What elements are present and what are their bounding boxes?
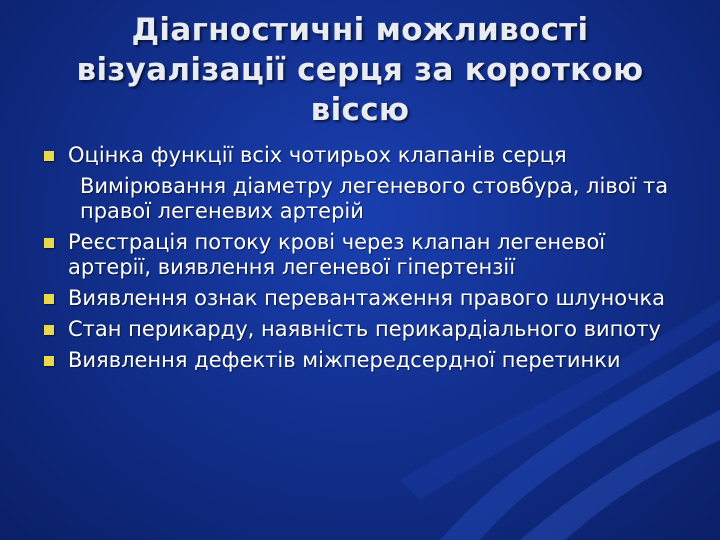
- list-item: [44, 143, 684, 168]
- square-bullet-icon: [44, 325, 54, 335]
- list-item: [44, 286, 684, 311]
- bullet-list: [44, 143, 684, 379]
- slide-title: Діагностичні можливості візуалізації серця за короткою віссю: [76, 12, 644, 128]
- square-bullet-icon: [44, 238, 54, 248]
- list-item-text: Реєстрація потоку крові через клапан легеневої артерії, виявлення легеневої гіпертензії: [68, 230, 606, 279]
- list-item-text: Оцінка функції всіх чотирьох клапанів серця: [68, 143, 567, 167]
- list-item-text: Стан перикарду, наявність перикардіального випоту: [68, 317, 661, 341]
- list-item: [44, 174, 684, 224]
- list-item: [44, 348, 684, 373]
- list-item: [44, 230, 684, 280]
- list-item-text: Вимірювання діаметру легеневого стовбура, лівої та правої легеневих артерій: [80, 174, 669, 223]
- square-bullet-icon: [44, 294, 54, 304]
- list-item-text: Виявлення дефектів міжпередсердної перетинки: [68, 348, 621, 372]
- square-bullet-icon: [44, 151, 54, 161]
- list-item: [44, 317, 684, 342]
- square-bullet-icon: [44, 356, 54, 366]
- list-item-text: Виявлення ознак перевантаження правого шлуночка: [68, 286, 666, 310]
